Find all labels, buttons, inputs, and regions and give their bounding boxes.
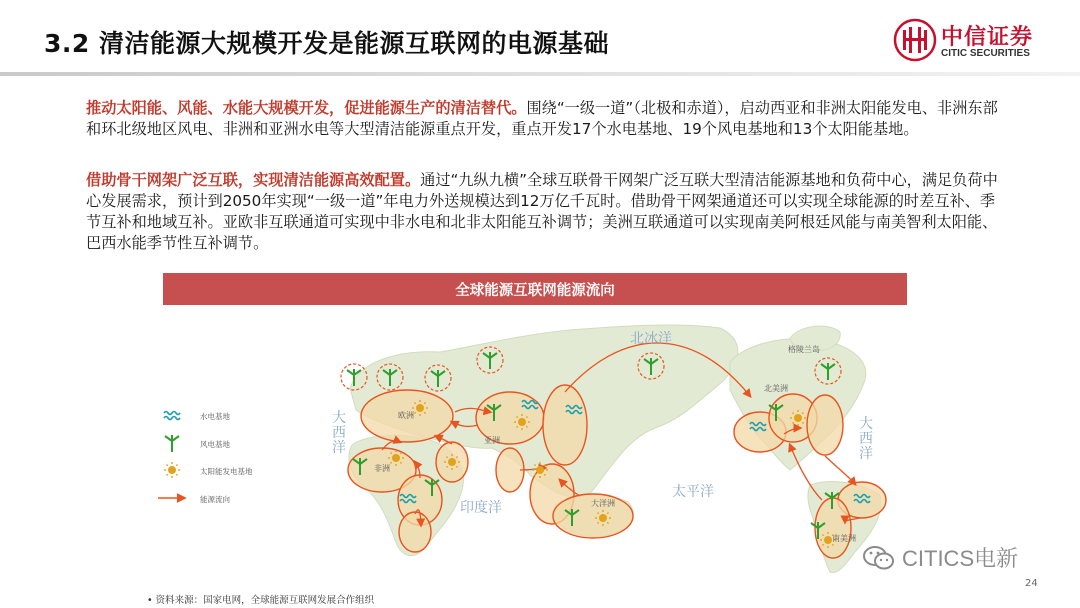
base-east-asia [543, 385, 587, 465]
paragraph-1-body: 围绕“一级一道”（北极和赤道），启动西亚和非洲太阳能发电、非洲东部和环北级地区风电、非洲和亚洲水电等大型清洁能源重点开发，重点开发17个水电基地、19个风电基地和13个太阳能基地。 [86, 99, 998, 138]
base-southern-africa [399, 512, 431, 552]
paragraph-2-highlight: 借助骨干网架广泛互联，实现清洁能源高效配置。 [86, 171, 421, 189]
page-number: 24 [1025, 578, 1038, 589]
legend-hydro-label: 水电基地 [200, 412, 230, 421]
label-south-america: 南美洲 [832, 534, 856, 543]
label-europe: 欧洲 [398, 411, 414, 420]
watermark-text: CITICS电新 [902, 546, 1019, 571]
legend-hydro-icon [164, 412, 180, 420]
label-arctic-ocean: 北冰洋 [630, 331, 672, 347]
map-legend [158, 411, 253, 504]
legend-wind-label: 风电基地 [200, 440, 230, 449]
legend-solar-icon [164, 462, 180, 478]
citic-logo-icon [893, 18, 937, 62]
page-title: 3.2 清洁能源大规模开发是能源互联网的电源基础 [44, 29, 609, 58]
logo-name: 中信证券 [941, 25, 1034, 50]
diagram-title-banner: 全球能源互联网能源流向 [163, 273, 907, 305]
wechat-icon [862, 545, 896, 571]
label-pacific-ocean: 太平洋 [672, 484, 714, 500]
flow-na-to-sa [825, 456, 855, 484]
label-africa: 非洲 [374, 464, 390, 473]
label-greenland: 格陵兰岛 [788, 345, 820, 354]
paragraph-1-highlight: 推动太阳能、风能、水能大规模开发，促进能源生产的清洁替代。 [86, 99, 527, 117]
source-note: • 资料来源：国家电网，全球能源互联网发展合作组织 [147, 595, 375, 606]
base-north-america-east [807, 395, 843, 455]
legend-wind-icon [165, 435, 179, 452]
paragraph-backbone-grid [86, 170, 1006, 254]
paragraph-2-body: 通过“九纵九横”全球互联骨干网架广泛互联大型清洁能源基地和负荷中心，满足负荷中心发展需求，预计到2050年实现“一级一道”年电力外送规模达到12万亿千瓦时。借助骨干网架通道还可以实现全球能源的时差互补、季节互补和地域互补。亚欧非互联通道可实现中非水电和北非太阳能互补调节；美洲互联通道可以实现南美阿根廷风能与南美智利太阳能、巴西水能季节性互补调节。 [86, 171, 998, 252]
label-indian-ocean: 印度洋 [460, 500, 502, 516]
label-asia: 亚洲 [484, 436, 500, 445]
global-energy-flow-map [0, 305, 1080, 580]
label-atlantic-west: 大西洋 [332, 410, 346, 456]
legend-flow-label: 能源流向 [200, 495, 230, 504]
legend-solar-label: 太阳能发电基地 [200, 467, 253, 476]
company-logo [893, 18, 1053, 66]
label-north-america: 北美洲 [764, 384, 788, 393]
label-atlantic-east: 大西洋 [859, 416, 873, 462]
base-south-asia [496, 448, 524, 492]
logo-subtitle: CITIC SECURITIES [941, 48, 1030, 59]
label-oceania: 大洋洲 [591, 499, 615, 508]
header-divider [0, 72, 1080, 76]
wechat-watermark [862, 542, 1018, 573]
paragraph-clean-energy-development [86, 98, 1006, 140]
